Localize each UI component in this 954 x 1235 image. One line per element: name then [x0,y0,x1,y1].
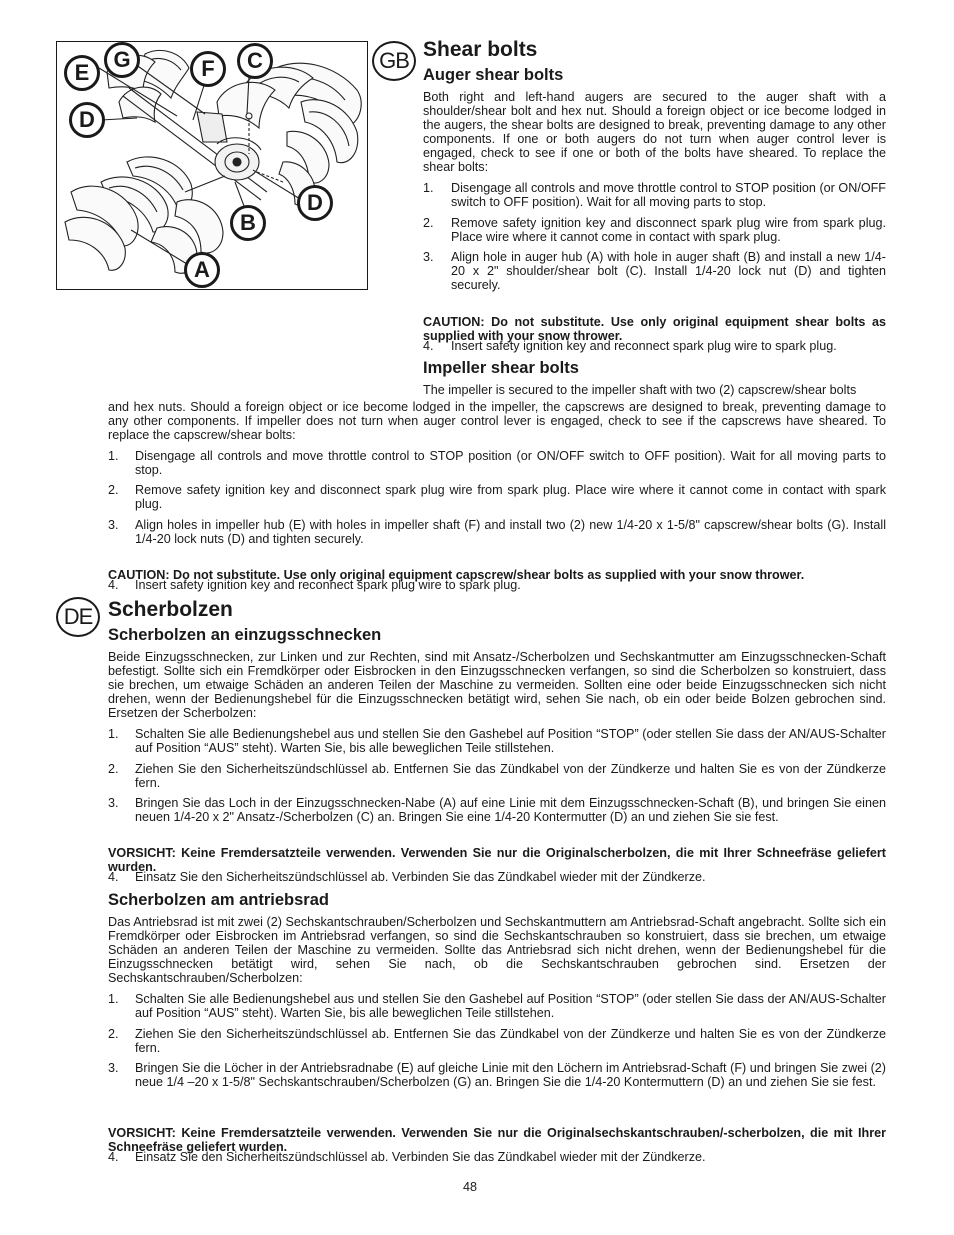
de-impeller-step-3 [108,1061,886,1103]
gb-impeller-intro: and hex nuts. Should a foreign object or ice become lodged in the impeller, the capscrews are designed to break, preventing damage to any other components. If impeller does not turn when auger control lever is engaged, check to see if the capscrews have sheared. To replace the capscrew/shear bolts: [108,400,886,442]
gb-impeller-step-3 [108,518,886,546]
gb-auger-heading: Auger shear bolts [423,66,564,84]
step-number: 1. [108,727,119,741]
step-text: Bringen Sie das Loch in der Einzugsschnecken-Nabe (A) auf eine Linie mit dem Einzugsschnecken-Schaft (B), und bringen Sie einen neuen 1/4-20 x 2" Ansatz-/Scherbolzen (C) an. Bringen Sie eine 1/4-20 Kontermutter (D) an und ziehen Sie sie fest. [135,796,886,824]
de-section-title: Scherbolzen [108,598,233,621]
de-auger-caution: VORSICHT: Keine Fremdersatzteile verwenden. Verwenden Sie nur die Originalscherbolzen, die mit Ihrer Schneefräse geliefert wurden. [108,845,886,874]
callout-d-right: D [297,185,333,221]
page-number: 48 [463,1180,478,1194]
step-number: 3. [423,250,434,264]
callout-b: B [230,205,266,241]
step-number: 4. [108,870,119,884]
step-text: Ziehen Sie den Sicherheitszündschlüssel ab. Entfernen Sie das Zündkabel von der Zündkerze und halten Sie es von der Zündkerze fern. [135,1027,886,1055]
step-number: 3. [108,1061,119,1075]
de-auger-step-1 [108,727,886,755]
gb-auger-step-2 [423,216,886,244]
gb-impeller-heading: Impeller shear bolts [423,359,579,377]
step-number: 4. [423,339,434,353]
step-text: Align holes in impeller hub (E) with holes in impeller shaft (F) and install two (2) new 1/4-20 x 1-5/8" capscrew/shear bolts (G). Install 1/4-20 lock nuts (D) and tighten securely. [135,518,886,546]
de-impeller-step-1 [108,992,886,1020]
step-text: Insert safety ignition key and reconnect spark plug wire to spark plug. [451,339,837,353]
step-text: Disengage all controls and move throttle control to STOP position (or ON/OFF switch to OFF position). Wait for all moving parts to stop. [135,449,886,477]
de-impeller-step-2 [108,1027,886,1055]
step-text: Einsatz Sie den Sicherheitszündschlüssel ab. Verbinden Sie das Zündkabel wieder mit der Zündkerze. [135,870,706,884]
gb-impeller-step-1 [108,449,886,477]
step-number: 2. [108,1027,119,1041]
de-auger-heading: Scherbolzen an einzugsschnecken [108,626,382,644]
gb-auger-intro: Both right and left-hand augers are secured to the auger shaft with a shoulder/shear bolt and hex nut. Should a foreign object or ice become lodged in the augers, the shear bolts are designed to break, preventing damage to any other components. If one or both augers do not turn when auger control lever is engaged, check to see if one or both of the bolts have sheared. To replace the shear bolts: [423,90,886,174]
step-number: 2. [108,483,119,497]
step-text: Remove safety ignition key and disconnect spark plug wire from spark plug. Place wire where it cannot come in contact with spark plug. [451,216,886,244]
gb-impeller-step-2 [108,483,886,511]
step-number: 1. [108,449,119,463]
de-language-badge: DE [56,597,100,637]
step-text: Einsatz Sie den Sicherheitszündschlüssel ab. Verbinden Sie das Zündkabel wieder mit der Zündkerze. [135,1150,706,1164]
step-number: 2. [108,762,119,776]
de-impeller-intro: Das Antriebsrad ist mit zwei (2) Sechskantschrauben/Scherbolzen und Sechskantmuttern am Antriebsrad-Schaft angebracht. Sollte sich ein Fremdkörper oder Eisbrocken im Antriebsrad verfangen, so sind die Sechskantschrauben so konstruiert, dass sie brechen, um etwaige Schäden an anderen Teilen der Maschine zu vermeiden. Sollte das Antriebsrad sich nicht drehen, wenn der Bedienungshebel für die Einzugsschnecken betätigt wird, sehen Sie nach, ob die Sechskantschrauben gebrochen sind. Ersetzen der Sechskantschrauben/Scherbolzen: [108,915,886,985]
callout-a: A [184,252,220,288]
step-text: Remove safety ignition key and disconnect spark plug wire from spark plug. Place wire where it cannot come in contact with spark plug. [135,483,886,511]
step-number: 3. [108,518,119,532]
de-auger-step-2 [108,762,886,790]
de-impeller-caution: VORSICHT: Keine Fremdersatzteile verwenden. Verwenden Sie nur die Originalsechskantschrauben/-scherbolzen, die mit Ihrer Schneefräse geliefert wurden. [108,1125,886,1154]
step-text: Insert safety ignition key and reconnect spark plug wire to spark plug. [135,578,521,592]
gb-auger-step-3 [423,250,886,292]
callout-f: F [190,51,226,87]
auger-assembly-figure [56,41,368,290]
step-text: Schalten Sie alle Bedienungshebel aus und stellen Sie den Gashebel auf Position “STOP” (oder stellen Sie dass der AN/AUS-Schalter auf Position “AUS” steht). Warten Sie, bis alle beweglichen Teile stillstehen. [135,992,886,1020]
gb-auger-step-1 [423,181,886,209]
step-number: 1. [423,181,434,195]
step-number: 1. [108,992,119,1006]
step-text: Ziehen Sie den Sicherheitszündschlüssel ab. Entfernen Sie das Zündkabel von der Zündkerze und halten Sie es von der Zündkerze fern. [135,762,886,790]
de-impeller-step-4 [108,1150,886,1164]
gb-auger-step-4 [423,339,886,353]
callout-d-left: D [69,102,105,138]
step-text: Schalten Sie alle Bedienungshebel aus und stellen Sie den Gashebel auf Position “STOP” (oder stellen Sie dass der AN/AUS-Schalter auf Position “AUS” steht). Warten Sie, bis alle beweglichen Teile stillstehen. [135,727,886,755]
gb-auger-caution: CAUTION: Do not substitute. Use only original equipment shear bolts as supplied with your snow thrower. [423,314,886,343]
gb-impeller-intro-first: The impeller is secured to the impeller shaft with two (2) capscrew/shear bolts [423,383,857,397]
callout-g: G [104,42,140,78]
gb-impeller-caution: CAUTION: Do not substitute. Use only original equipment capscrew/shear bolts as supplied with your snow thrower. [108,567,805,582]
de-auger-step-4 [108,870,886,884]
step-number: 3. [108,796,119,810]
gb-section-title: Shear bolts [423,38,538,61]
callout-c: C [237,43,273,79]
step-number: 4. [108,578,119,592]
de-impeller-heading: Scherbolzen am antriebsrad [108,891,329,909]
gb-impeller-step-4 [108,578,886,592]
de-auger-step-3 [108,796,886,824]
step-text: Bringen Sie die Löcher in der Antriebsradnabe (E) auf gleiche Linie mit den Löchern im Antriebsrad-Schaft (F) und bringen Sie zwei (2) neue 1/4 –20 x 1-5/8" Sechskantschrauben/Scherbolzen (G) an. Bringen Sie die 1/4-20 Kontermuttern (D) an und ziehen Sie sie fest. [135,1061,886,1089]
step-text: Disengage all controls and move throttle control to STOP position (or ON/OFF switch to OFF position). Wait for all moving parts to stop. [451,181,886,209]
de-auger-intro: Beide Einzugsschnecken, zur Linken und zur Rechten, sind mit Ansatz-/Scherbolzen und Sechskantmutter am Einzugsschnecken-Schaft befestigt. Sollte sich ein Fremdkörper oder Eisbrocken in den Einzugsschnecken verfangen, so sind die Scherbolzen so konstruiert, dass sie brechen, um etwaige Schäden an anderen Teilen der Maschine zu vermeiden. Sollten eine oder beide Einzugsschnecken sich nicht drehen, wenn der Bedienungshebel für die Einzugsschnecken betätigt wird, sehen Sie nach, ob ein oder beide Bolzen gebrochen sind. Ersetzen der Scherbolzen: [108,650,886,720]
gb-language-badge: GB [372,41,416,81]
step-number: 4. [108,1150,119,1164]
callout-e: E [64,55,100,91]
step-text: Align hole in auger hub (A) with hole in auger shaft (B) and install a new 1/4-20 x 2" shoulder/shear bolt (C). Install 1/4-20 lock nut (D) and tighten securely. [451,250,886,292]
step-number: 2. [423,216,434,230]
